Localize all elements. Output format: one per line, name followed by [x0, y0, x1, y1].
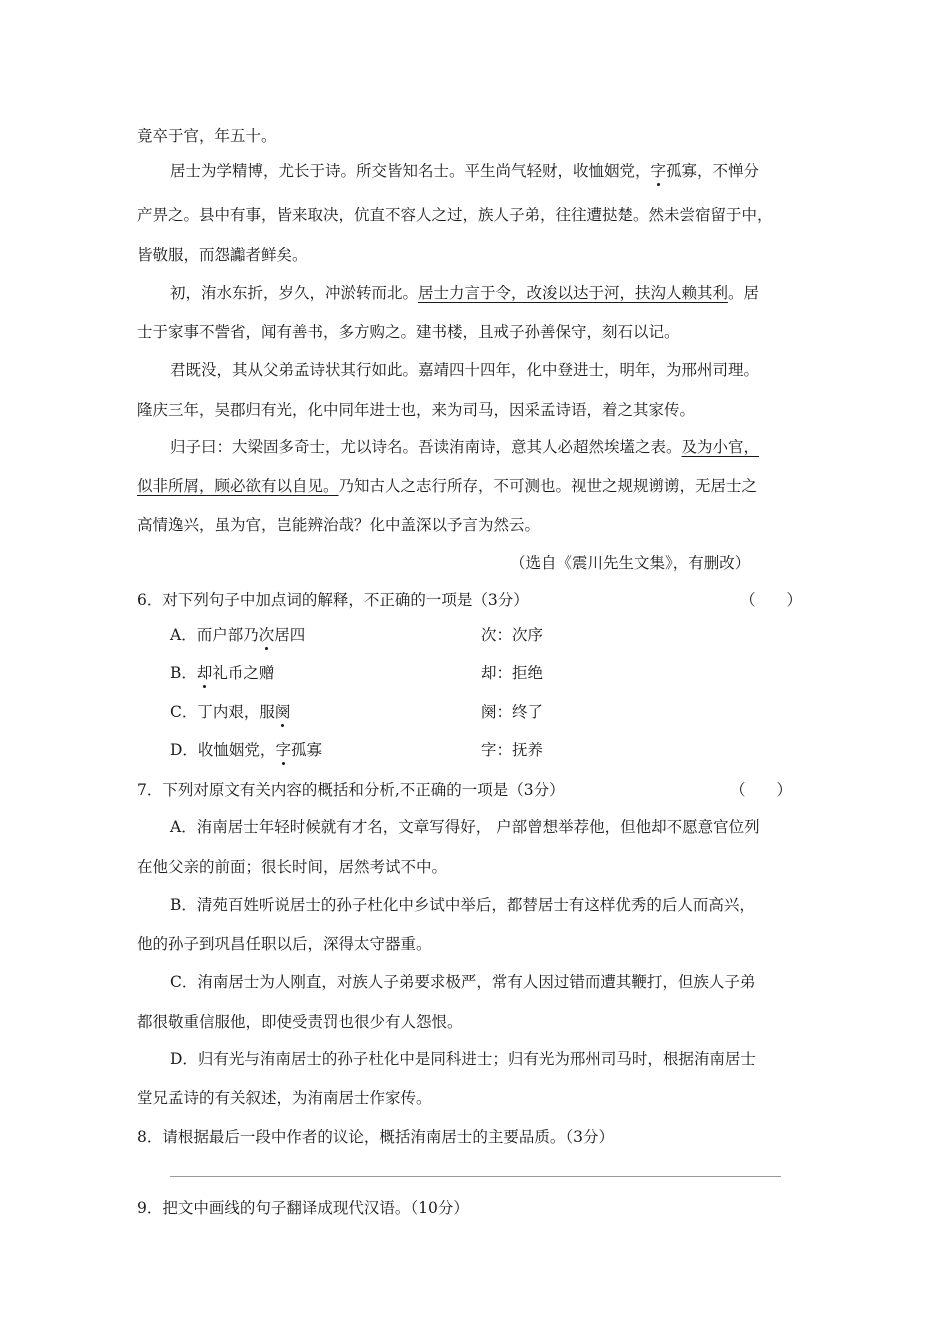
question-8-stem: 8．请根据最后一段中作者的议论，概括洧南居士的主要品质。（3分） — [137, 1128, 614, 1146]
underlined-sentence: 及为小官， — [681, 438, 760, 456]
passage-line — [170, 161, 759, 181]
text-segment: A．而户部乃 — [170, 626, 259, 644]
option-b-gloss: 却：拒绝 — [481, 664, 544, 682]
text-segment: 居四 — [274, 626, 306, 644]
passage-line: 隆庆三年，吴郡归有光，化中同年进士也，来为司马，因采孟诗语，着之其家传。 — [137, 401, 696, 419]
question-7-stem: 7．下列对原文有关内容的概括和分析,不正确的一项是（3分） — [137, 781, 565, 799]
option-d — [170, 740, 322, 760]
option-c — [170, 702, 290, 722]
text-segment: B． — [170, 664, 197, 682]
option-d-line: D．归有光与洧南居士的孙子杜化中是同科进士；归有光为邢州司马时，根据洧南居士 — [170, 1050, 756, 1068]
answer-paren: （ ） — [740, 591, 803, 609]
text-segment: 。居 — [728, 284, 760, 302]
option-d-line: 堂兄孟诗的有关叙述，为洧南居士作家传。 — [137, 1089, 432, 1107]
answer-paren: （ ） — [730, 781, 793, 799]
dotted-character: 次 — [258, 626, 275, 644]
passage-line — [170, 283, 759, 303]
passage-line: 产畀之。县中有事，皆来取决，伉直不容人之过，族人子弟，往往遭挞楚。然未尝宿留于中， — [137, 206, 773, 224]
option-b-line: 他的孙子到巩昌任职以后，深得太守器重。 — [137, 935, 432, 953]
option-c-line: 都很敬重信服他，即使受责罚也很少有人怨恨。 — [137, 1013, 463, 1031]
passage-line: 高情逸兴，虽为官，岂能辨治哉？化中盖深以予言为然云。 — [137, 516, 541, 534]
question-9-stem: 9．把文中画线的句子翻译成现代汉语。（10分） — [137, 1199, 469, 1217]
passage-line: 君既没，其从父弟孟诗状其行如此。嘉靖四十四年，化中登进士，明年，为邢州司理。 — [170, 361, 760, 379]
text-segment: 归子曰：大梁固多奇士，尤以诗名。吾读洧南诗，意其人必超然埃壒之表。 — [170, 438, 682, 456]
underlined-sentence: 似非所屑，顾必欲有以自见。 — [137, 477, 339, 495]
option-a-line: A．洧南居士年轻时候就有才名，文章写得好， 户部曾想举荐他，但他却不愿意官位列 — [170, 818, 760, 836]
passage-line: 皆敬服，而怨讟者鲜矣。 — [137, 246, 308, 264]
text-segment: 居士为学精博，尤长于诗。所交皆知名士。平生尚气轻财，收恤姻党， — [170, 162, 651, 180]
option-d-gloss: 字：抚养 — [481, 741, 544, 759]
dotted-character: 阕 — [274, 703, 291, 721]
dotted-character: 字 — [650, 162, 667, 180]
option-c-line: C．洧南居士为人刚直，对族人子弟要求极严，常有人因过错而遭其鞭打，但族人子弟 — [170, 973, 756, 991]
text-segment: C．丁内艰，服 — [170, 703, 275, 721]
text-segment: 孤寡，不惮分 — [666, 162, 760, 180]
option-a — [170, 625, 305, 645]
text-segment: 礼币之赠 — [212, 664, 275, 682]
passage-line: 士于家事不訾省，闻有善书，多方购之。建书楼，且戒子孙善保守，刻石以记。 — [137, 323, 680, 341]
option-c-gloss: 阕：终了 — [481, 703, 544, 721]
text-segment: D．收恤姻党， — [170, 741, 276, 759]
question-6-stem: 6．对下列句子中加点词的解释，不正确的一项是（3分） — [137, 591, 529, 609]
text-segment: 初，洧水东折，岁久，冲淤转而北。 — [170, 284, 419, 302]
underlined-sentence: 居士力言于令，改浚以达于河，扶沟人赖其利 — [418, 284, 729, 302]
answer-blank-line[interactable] — [170, 1176, 781, 1177]
passage-line — [170, 437, 759, 457]
dotted-character: 字 — [275, 741, 291, 759]
text-segment: 乃知古人之志行所存，不可测也。视世之规规谫谫，无居士之 — [338, 477, 758, 495]
dotted-character: 却 — [196, 664, 213, 682]
passage-line: 竟卒于官，年五十。 — [137, 127, 277, 145]
source-citation: （选自《震川先生文集》，有删改） — [510, 554, 751, 572]
option-b-line: B．清苑百姓听说居士的孙子杜化中乡试中举后，都替居士有这样优秀的后人而高兴， — [170, 896, 755, 914]
option-a-gloss: 次：次序 — [481, 626, 544, 644]
option-a-line: 在他父亲的前面；很长时间，居然考试不中。 — [137, 858, 448, 876]
passage-line — [137, 476, 757, 496]
text-segment: 孤寡 — [290, 741, 322, 759]
option-b — [170, 663, 274, 683]
